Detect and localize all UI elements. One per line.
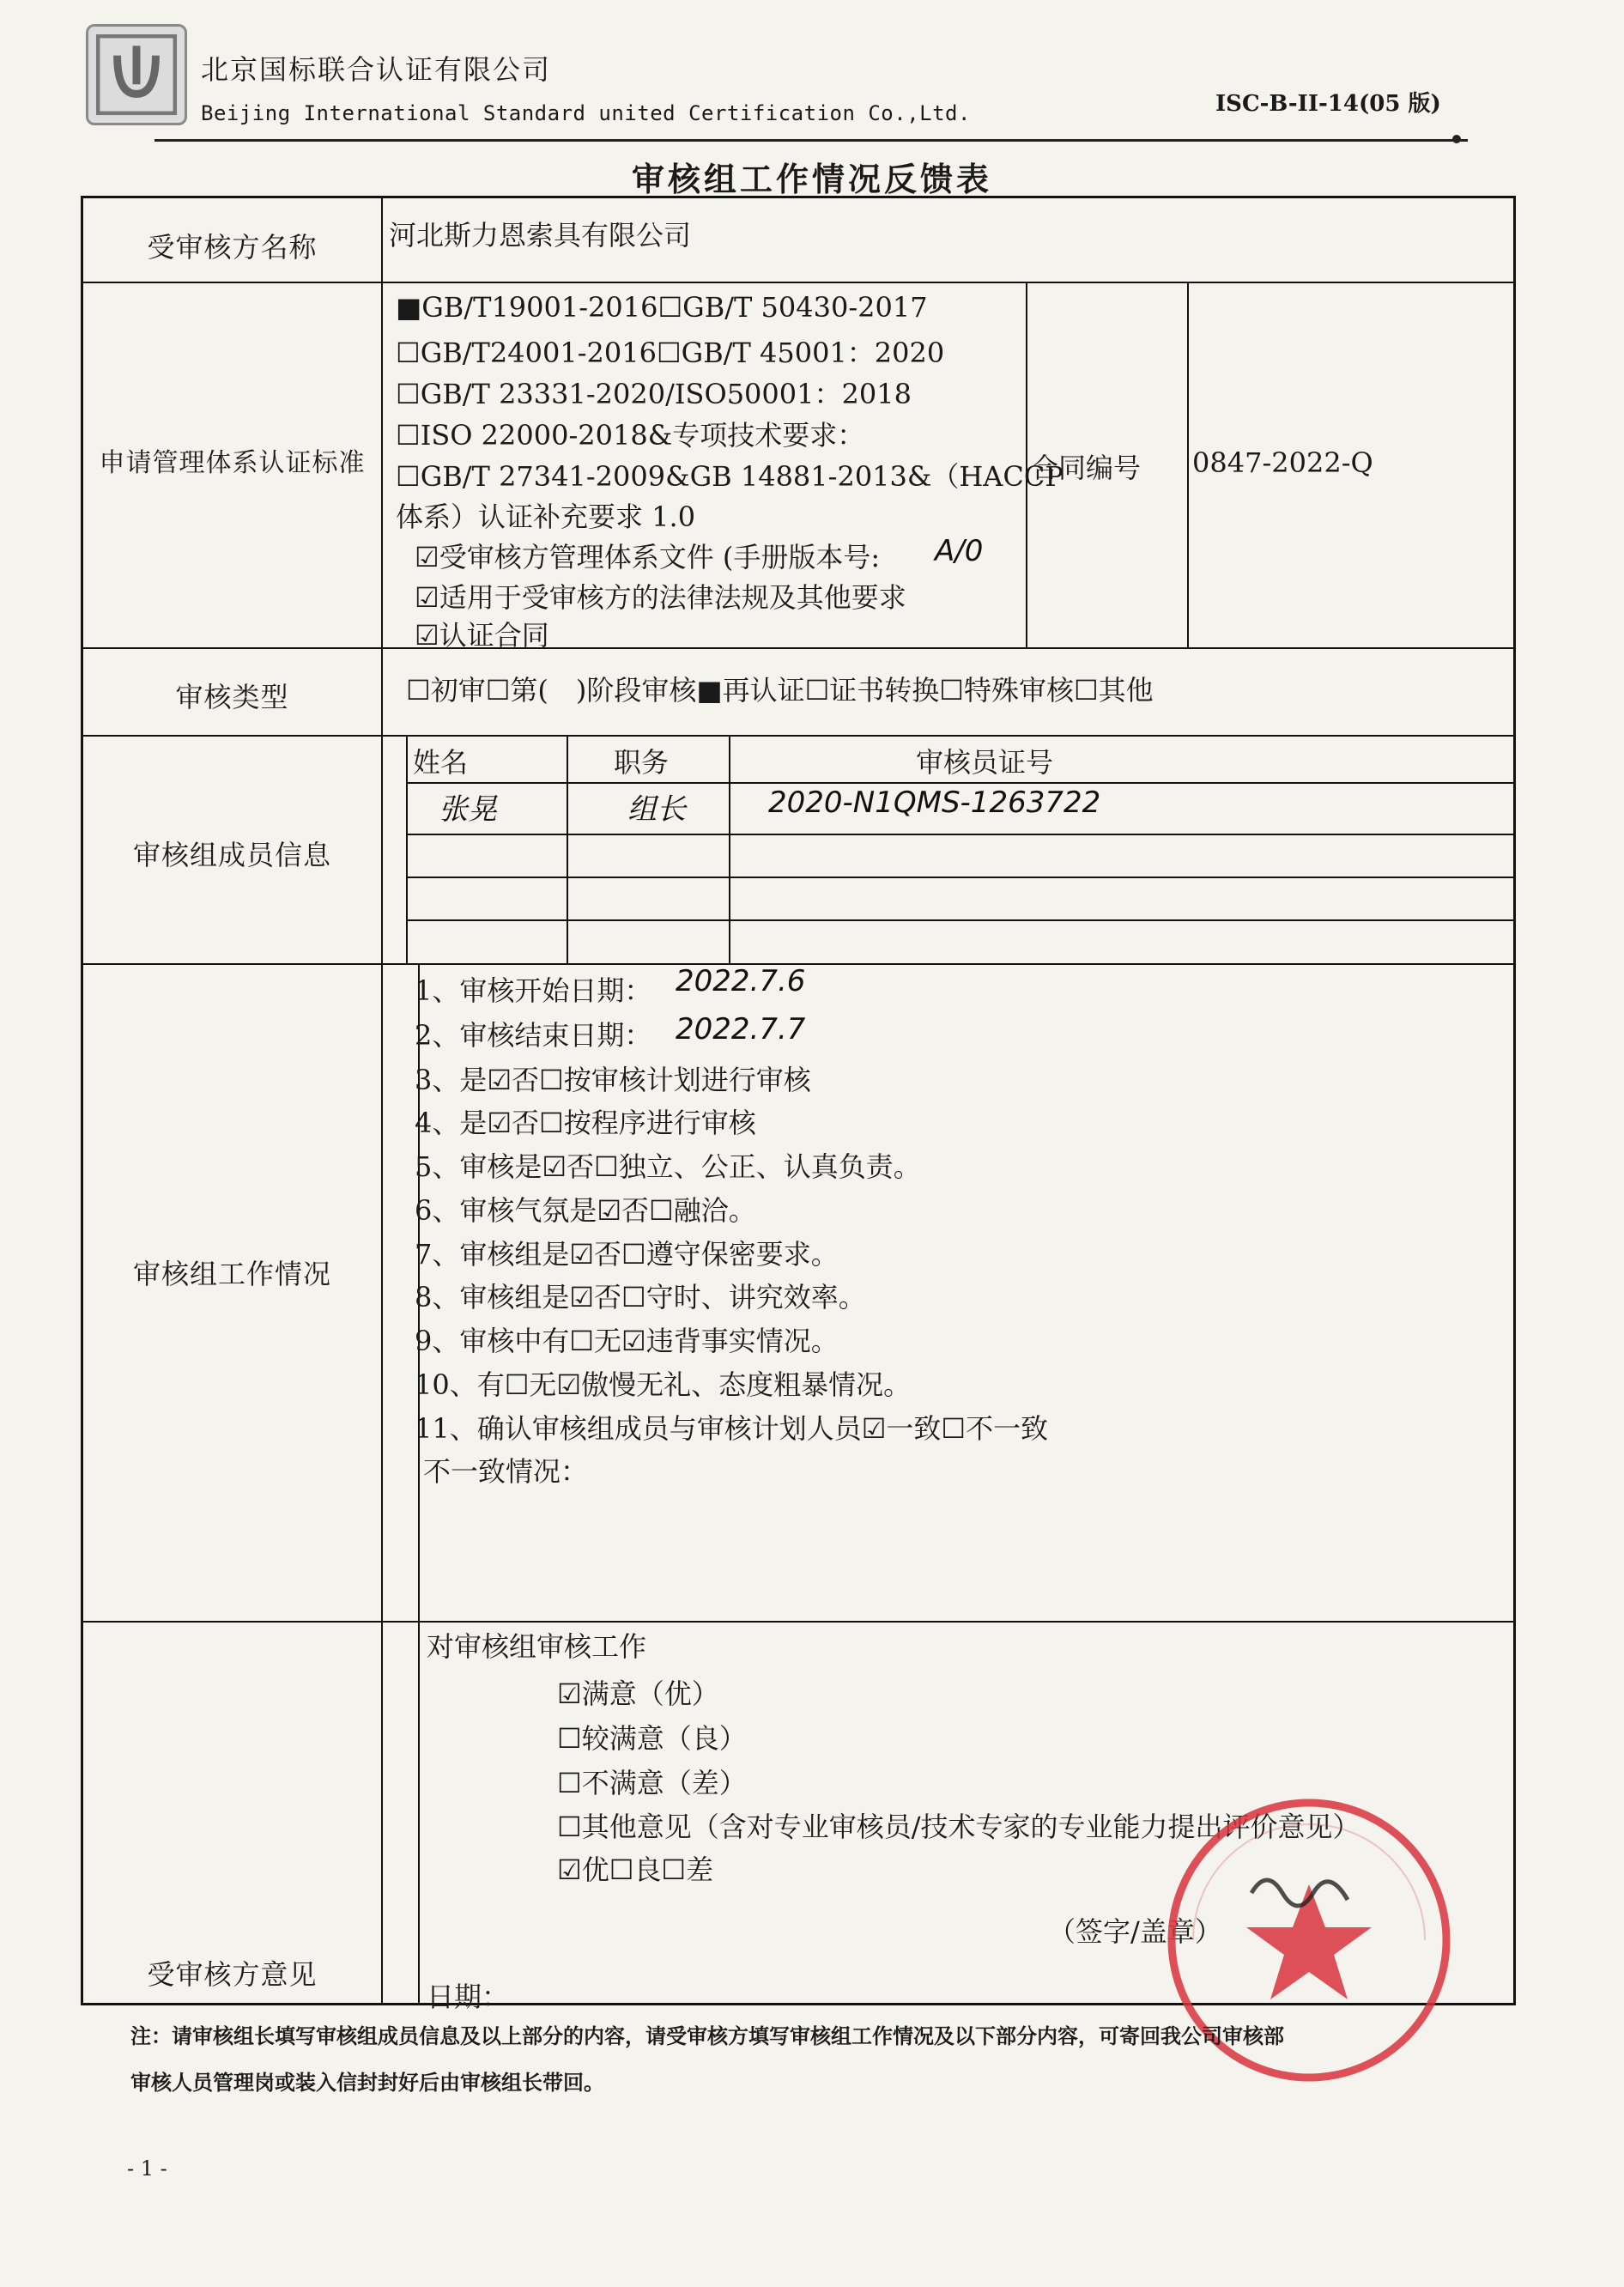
member-col-line (729, 735, 730, 963)
member-col-line (567, 735, 568, 963)
member-header-role: 职务 (614, 746, 670, 779)
standard-line: ☐GB/T 23331-2020/ISO50001：2018 (396, 378, 912, 410)
work-item: 6、审核气氛是☑否☐融洽。 (415, 1194, 756, 1227)
work-item: 3、是☑否☐按审核计划进行审核 (415, 1064, 811, 1096)
manual-version: A/0 (935, 534, 984, 568)
opinion-option: ☐较满意（良） (557, 1722, 747, 1755)
member-header-name: 姓名 (413, 746, 469, 779)
opinion-intro: 对审核组审核工作 (427, 1630, 647, 1663)
opinion-option: ☐不满意（差） (557, 1767, 747, 1799)
auditee-name: 河北斯力恩索具有限公司 (389, 219, 692, 252)
work-item: 5、审核是☑否☐独立、公正、认真负责。 (415, 1150, 921, 1183)
work-item: 10、有☐无☑傲慢无礼、态度粗暴情况。 (415, 1368, 912, 1401)
doc-item: ☑受审核方管理体系文件 (手册版本号: (415, 541, 881, 573)
standard-line: ☐ISO 22000-2018&专项技术要求： (396, 419, 865, 452)
members-label: 审核组成员信息 (132, 839, 331, 871)
work-item: 4、是☑否☐按程序进行审核 (415, 1107, 756, 1139)
member-col-line (406, 735, 408, 963)
opinion-label: 受审核方意见 (147, 1958, 318, 1991)
audit-type-options: ☐初审☐第( )阶段审核■再认证☐证书转换☐特殊审核☐其他 (406, 674, 1154, 707)
work-item: 8、审核组是☑否☐守时、讲究效率。 (415, 1281, 866, 1313)
header-rule (155, 139, 1468, 142)
auditee-label: 受审核方名称 (147, 231, 318, 264)
audit-type-label: 审核类型 (175, 681, 289, 713)
contract-number: 0847-2022-Q (1192, 446, 1373, 479)
row-divider (83, 735, 1513, 737)
work-label: 审核组工作情况 (132, 1258, 331, 1290)
work-item: 7、审核组是☑否☐遵守保密要求。 (415, 1238, 839, 1271)
standard-label: 申请管理体系认证标准 (99, 448, 366, 478)
member-cert: 2020-N1QMS-1263722 (768, 786, 1101, 820)
company-name-en: Beijing International Standard united Certification Co.,Ltd. (201, 101, 971, 125)
opinion-inner-line (418, 1621, 420, 2003)
standard-line: 体系）认证补充要求 1.0 (396, 500, 696, 533)
row-divider (83, 282, 1513, 283)
standard-line: ☐GB/T24001-2016☐GB/T 45001：2020 (396, 337, 945, 369)
audit-start-date: 2022.7.6 (676, 964, 806, 998)
opinion-option: ☐其他意见（含对专业审核员/技术专家的专业能力提出评价意见） (557, 1811, 1360, 1843)
member-row-line (406, 834, 1513, 835)
work-item: 9、审核中有☐无☑违背事实情况。 (415, 1325, 839, 1357)
row-divider (83, 647, 1513, 649)
footnote-line: 注：请审核组长填写审核组成员信息及以上部分的内容，请受审核方填写审核组工作情况及以下部分内容，可寄回我公司审核部 (130, 2023, 1284, 2048)
member-header-line (406, 782, 1513, 784)
page-number: - 1 - (127, 2157, 167, 2181)
work-item: 1、审核开始日期： (415, 974, 652, 1007)
member-row-line (406, 919, 1513, 921)
opinion-rating: ☑优☐良☐差 (557, 1853, 714, 1886)
doc-item: ☑认证合同 (415, 619, 549, 652)
company-name-cn: 北京国标联合认证有限公司 (201, 53, 552, 86)
row-divider (83, 1621, 1513, 1623)
date-label: 日期： (427, 1981, 510, 2013)
member-role: 组长 (627, 792, 686, 827)
contract-label: 合同编号 (1031, 452, 1142, 484)
document-title: 审核组工作情况反馈表 (631, 160, 992, 198)
member-name: 张晃 (439, 792, 497, 827)
doc-item: ☑适用于受审核方的法律法规及其他要求 (415, 581, 906, 614)
work-item: 2、审核结束日期： (415, 1019, 652, 1052)
opinion-option: ☑满意（优） (557, 1677, 719, 1710)
signature-label: （签字/盖章） (1048, 1915, 1222, 1948)
inconsistency-label: 不一致情况： (423, 1455, 589, 1488)
label-column-divider (381, 198, 383, 2003)
form-code: ISC-B-II-14(05 版) (1215, 91, 1441, 117)
standard-line: ■GB/T19001-2016☐GB/T 50430-2017 (396, 291, 928, 324)
member-row-line (406, 877, 1513, 878)
audit-end-date: 2022.7.7 (676, 1012, 806, 1046)
standard-line: ☐GB/T 27341-2009&GB 14881-2013&（HACCP (396, 460, 1063, 493)
feedback-table (81, 196, 1516, 2013)
company-logo-icon (86, 24, 187, 125)
header-rule-dot (1452, 135, 1461, 143)
work-item: 11、确认审核组成员与审核计划人员☑一致☐不一致 (415, 1412, 1049, 1445)
footnote-line: 审核人员管理岗或装入信封封好后由审核组长带回。 (130, 2070, 604, 2095)
contract-divider (1187, 282, 1189, 647)
member-header-cert: 审核员证号 (916, 746, 1054, 779)
